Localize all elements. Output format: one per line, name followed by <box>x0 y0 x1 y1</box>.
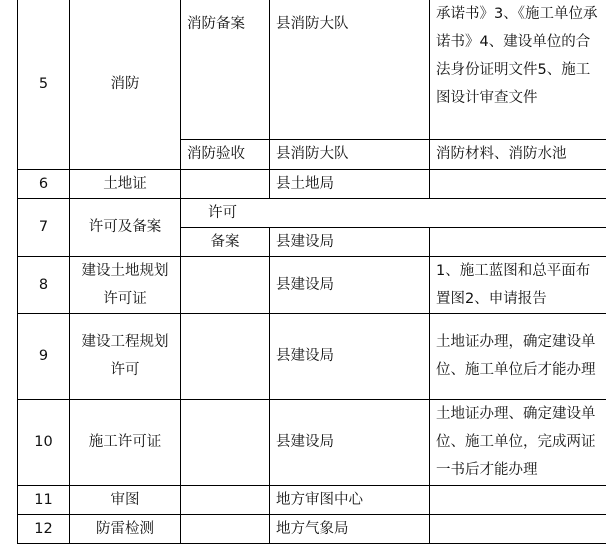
notes: 承诺书》3、《施工单位承诺书》4、建设单位的合法身份证明文件5、施工图设计审查文件 <box>430 0 606 139</box>
table-row <box>18 313 606 399</box>
approval-table <box>17 0 606 544</box>
notes <box>430 485 606 514</box>
row-number: 9 <box>18 313 70 399</box>
item-name: 建设土地规划许可证 <box>70 256 181 313</box>
notes: 土地证办理、确定建设单位、施工单位，完成两证一书后才能办理 <box>430 399 606 485</box>
table-row <box>18 256 606 313</box>
row-number: 12 <box>18 514 70 543</box>
notes: 1、施工蓝图和总平面布置图2、申请报告 <box>430 256 606 313</box>
sub-item <box>181 313 270 399</box>
row-number: 8 <box>18 256 70 313</box>
notes: 土地证办理，确定建设单位、施工单位后才能办理 <box>430 313 606 399</box>
sub-item: 消防验收 <box>181 139 270 169</box>
item-name: 审图 <box>70 485 181 514</box>
table-row <box>18 514 606 543</box>
row-number: 6 <box>18 169 70 198</box>
sub-item <box>181 399 270 485</box>
sub-item: 备案 <box>181 227 270 256</box>
sub-item-label: 许可 <box>208 204 237 221</box>
department: 县建设局 <box>270 399 430 485</box>
department: 县建设局 <box>270 313 430 399</box>
sub-item <box>181 485 270 514</box>
table-row <box>18 485 606 514</box>
item-name: 施工许可证 <box>70 399 181 485</box>
notes <box>430 169 606 198</box>
item-name: 建设工程规划许可 <box>70 313 181 399</box>
department: 县建设局 <box>270 227 430 256</box>
notes <box>430 514 606 543</box>
department: 县土地局 <box>270 169 430 198</box>
row-number: 5 <box>18 0 70 169</box>
item-name: 防雷检测 <box>70 514 181 543</box>
sub-item <box>181 514 270 543</box>
department: 县建设局 <box>270 256 430 313</box>
item-name: 消防 <box>70 0 181 169</box>
department: 地方气象局 <box>270 514 430 543</box>
row-number: 10 <box>18 399 70 485</box>
table-row <box>18 198 606 227</box>
department: 县消防大队 <box>270 139 430 169</box>
department: 县消防大队 <box>270 0 430 139</box>
sub-item <box>181 256 270 313</box>
notes: 消防材料、消防水池 <box>430 139 606 169</box>
department: 地方审图中心 <box>270 485 430 514</box>
sub-item: 消防备案 <box>181 0 270 139</box>
notes <box>430 227 606 256</box>
row-number: 7 <box>18 198 70 256</box>
row-number: 11 <box>18 485 70 514</box>
table-row <box>18 169 606 198</box>
item-name: 许可及备案 <box>70 198 181 256</box>
item-name: 土地证 <box>70 169 181 198</box>
table-row <box>18 0 606 139</box>
table-row <box>18 399 606 485</box>
sub-item <box>181 169 270 198</box>
sub-item <box>181 198 606 227</box>
